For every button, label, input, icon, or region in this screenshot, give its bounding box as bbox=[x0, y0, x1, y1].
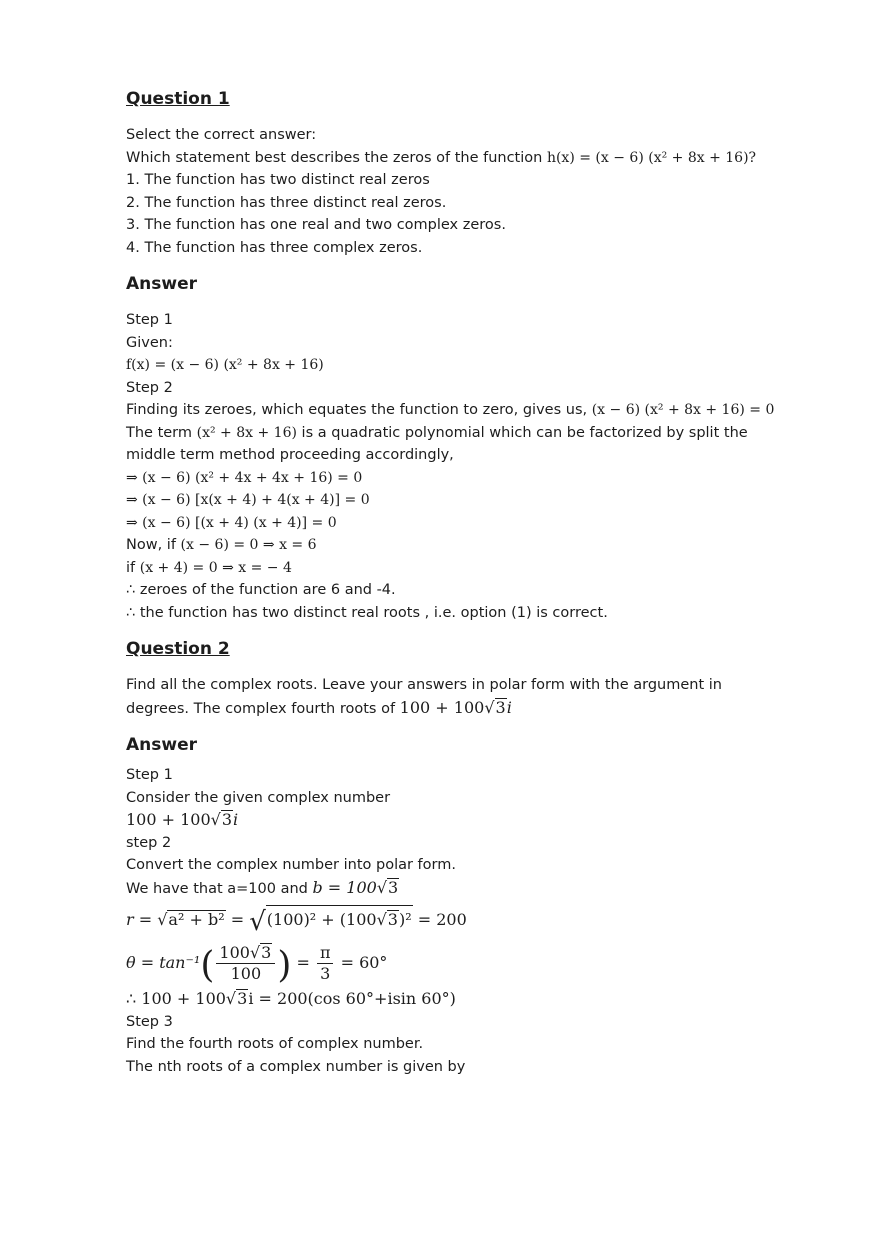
q1-step-2: Step 2 bbox=[126, 379, 173, 396]
q2-therefore-b: i = 200(cos 60°+isin 60°) bbox=[248, 989, 456, 1008]
q1-option-3: 3. The function has one real and two complex zeros. bbox=[126, 217, 506, 233]
q1-prompt: Select the correct answer: bbox=[126, 127, 317, 143]
q1-conclusion-2: ∴ the function has two distinct real roots , i.e. option (1) is correct. bbox=[126, 604, 608, 621]
q2-theta-pi: π bbox=[317, 943, 334, 964]
q2-therefore-expr: ∴ 100 + 100√3i = 200(cos 60°+isin 60°) bbox=[126, 989, 456, 1008]
q2-step-2: step 2 bbox=[126, 834, 172, 851]
q2-we-have-line bbox=[126, 877, 816, 901]
q2-r-rad2: (100)² + (100√3)² bbox=[266, 905, 413, 928]
q2-r-rad2-inner: 3 bbox=[387, 910, 398, 929]
q2-given-number-i: i bbox=[233, 810, 239, 829]
q2-text-line-2 bbox=[126, 697, 816, 721]
question-2-heading: Question 2 bbox=[126, 639, 230, 659]
q2-number-i: i bbox=[506, 697, 512, 717]
q2-step-3: Step 3 bbox=[126, 1013, 173, 1030]
q1-if-text: if bbox=[126, 559, 136, 576]
q1-term-text-c: middle term method proceeding accordingly, bbox=[126, 447, 454, 463]
q2-r-rad2-a: (100)² + (100 bbox=[266, 910, 377, 929]
q2-step-1: Step 1 bbox=[126, 767, 173, 783]
q1-if-line bbox=[126, 557, 816, 580]
q2-b-expr-radicand: 3 bbox=[388, 877, 399, 897]
q2-r-rad2-b: )² bbox=[398, 910, 412, 929]
q1-zeroes-text: Finding its zeroes, which equates the function to zero, gives us, bbox=[126, 402, 588, 418]
q2-theta-lhs: θ = tan⁻¹ bbox=[126, 953, 201, 972]
question-1-heading: Question 1 bbox=[126, 89, 230, 109]
q1-option-4: 4. The function has three complex zeros. bbox=[126, 239, 423, 256]
q1-zeroes-line bbox=[126, 399, 816, 422]
q1-term-line bbox=[126, 422, 816, 445]
q2-find-fourth: Find the fourth roots of complex number. bbox=[126, 1036, 424, 1052]
q1-term-text-b: is a quadratic polynomial which can be factorized by split the bbox=[301, 424, 748, 441]
q2-theta-fraction bbox=[216, 943, 275, 984]
q2-text-line-1: Find all the complex roots. Leave your answers in polar form with the argument in bbox=[126, 677, 722, 693]
q2-theta-numerator: 100√3 bbox=[216, 943, 275, 964]
q2-theta-paren-close: ) bbox=[277, 945, 292, 986]
q1-if-expr: (x + 4) = 0 ⇒ x = − 4 bbox=[139, 559, 292, 576]
q2-theta-three: 3 bbox=[320, 964, 331, 983]
q1-derivation-1: ⇒ (x − 6) (x² + 4x + 4x + 16) = 0 bbox=[126, 469, 363, 486]
q2-r-expr: r = √a² + b² = √(100)² + (100√3)² = 200 bbox=[126, 907, 467, 937]
q1-now-line bbox=[126, 534, 816, 557]
q2-b-expr-a: b = 100 bbox=[312, 877, 377, 897]
q1-zeroes-expr: (x − 6) (x² + 8x + 16) = 0 bbox=[591, 402, 775, 418]
q1-term-expr: (x² + 8x + 16) bbox=[196, 424, 297, 441]
q1-given: Given: bbox=[126, 334, 173, 351]
q1-option-1: 1. The function has two distinct real zeros bbox=[126, 172, 430, 188]
q2-theta-eq: = bbox=[296, 953, 310, 972]
q2-b-expr: b = 100√3 bbox=[312, 877, 399, 897]
q1-term-text-a: The term bbox=[126, 424, 193, 441]
q2-theta-num-a: 100 bbox=[219, 943, 250, 962]
q1-conclusion-1: ∴ zeroes of the function are 6 and -4. bbox=[126, 582, 396, 598]
q1-step-1: Step 1 bbox=[126, 312, 173, 328]
q2-therefore-radicand: 3 bbox=[237, 989, 248, 1008]
q1-derivation-3: ⇒ (x − 6) [(x + 4) (x + 4)] = 0 bbox=[126, 514, 337, 531]
q2-given-number: 100 + 100√3i bbox=[126, 810, 239, 829]
document-page bbox=[126, 84, 816, 1078]
q2-nth-roots: The nth roots of a complex number is given by bbox=[126, 1058, 466, 1075]
q2-theta-denominator: 100 bbox=[230, 964, 262, 983]
q1-now-expr: (x − 6) = 0 ⇒ x = 6 bbox=[180, 537, 317, 553]
q1-given-expr: f(x) = (x − 6) (x² + 8x + 16) bbox=[126, 357, 324, 373]
q2-theta-num-radicand: 3 bbox=[261, 943, 272, 962]
q2-answer-heading: Answer bbox=[126, 735, 197, 755]
q2-we-have-text: We have that a=100 and bbox=[126, 880, 308, 897]
q2-theta-result: = 60° bbox=[340, 953, 388, 972]
q1-function-expr: h(x) = (x − 6) (x² + 8x + 16)? bbox=[546, 149, 757, 166]
q2-number-expr: 100 + 100√3i bbox=[399, 697, 512, 717]
q2-r-big-radical: √ bbox=[249, 907, 266, 937]
q2-given-number-radicand: 3 bbox=[221, 810, 233, 829]
q2-consider: Consider the given complex number bbox=[126, 789, 391, 806]
q2-r-result: = 200 bbox=[417, 910, 467, 929]
q2-text-line-2-text: degrees. The complex fourth roots of bbox=[126, 700, 396, 717]
q1-derivation-2: ⇒ (x − 6) [x(x + 4) + 4(x + 4)] = 0 bbox=[126, 492, 370, 508]
q1-option-2: 2. The function has three distinct real zeros. bbox=[126, 194, 447, 211]
q2-theta-paren-open: ( bbox=[200, 945, 215, 986]
q1-answer-heading: Answer bbox=[126, 274, 197, 294]
q1-question bbox=[126, 147, 816, 170]
q2-number-radicand: 3 bbox=[495, 697, 506, 717]
q2-given-number-a: 100 + 100 bbox=[126, 810, 211, 829]
q2-r-rad1: a² + b² bbox=[168, 910, 225, 929]
q1-now-text: Now, if bbox=[126, 537, 176, 553]
q1-question-text: Which statement best describes the zeros of the function bbox=[126, 149, 543, 166]
q2-theta-expr bbox=[126, 940, 816, 988]
q2-therefore-a: ∴ 100 + 100 bbox=[126, 989, 226, 1008]
q2-r-eq: = bbox=[230, 910, 245, 929]
q2-number-a: 100 + 100 bbox=[399, 697, 485, 717]
q2-convert: Convert the complex number into polar form. bbox=[126, 857, 456, 873]
q2-theta-pi-fraction bbox=[317, 943, 334, 984]
q2-r-lhs: r = bbox=[126, 910, 153, 929]
